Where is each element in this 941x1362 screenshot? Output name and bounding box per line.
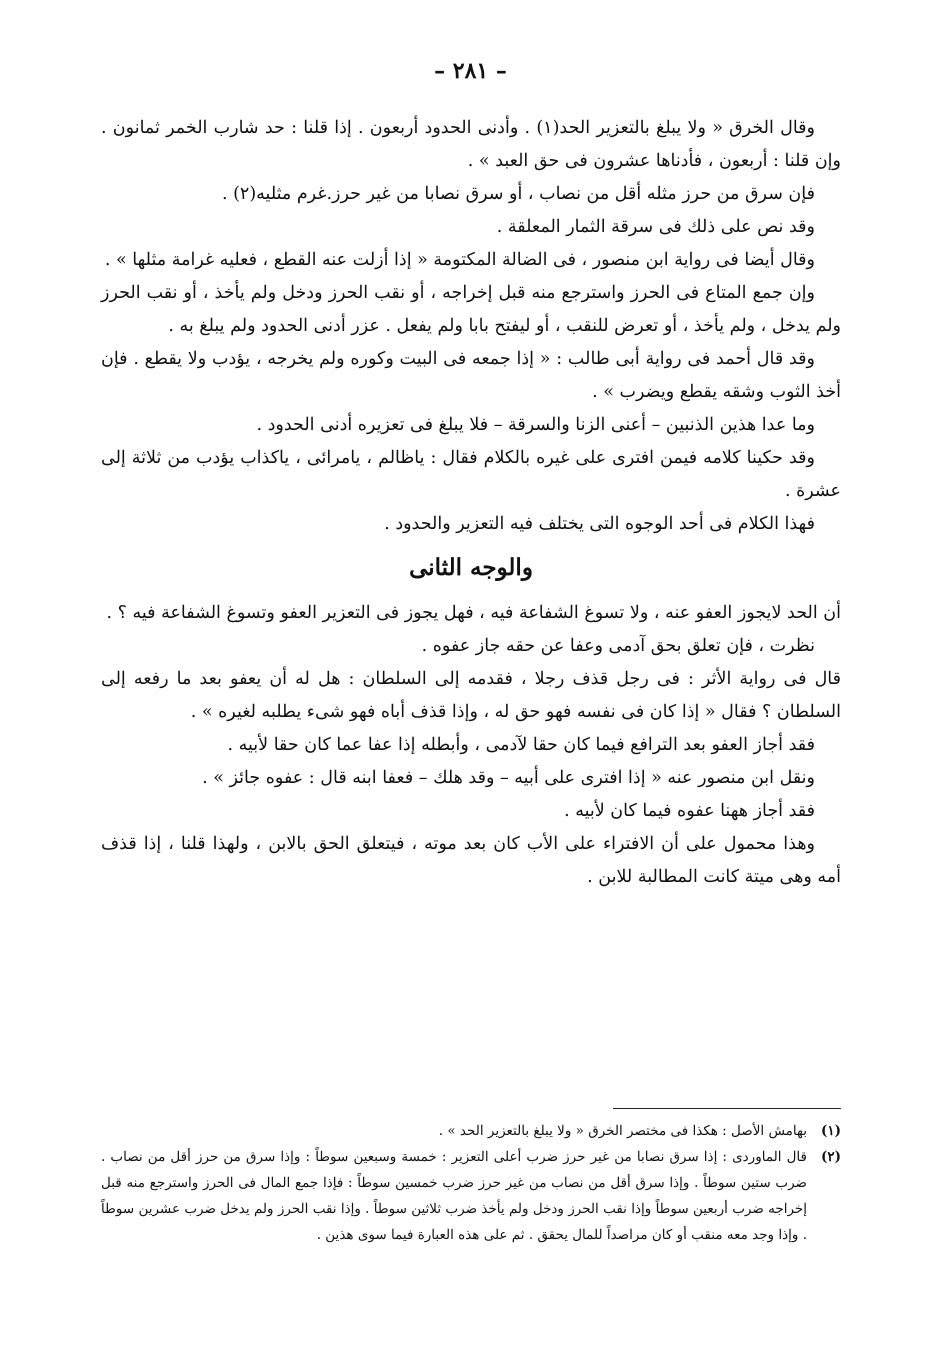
paragraph: وقد نص على ذلك فى سرقة الثمار المعلقة . — [496, 217, 815, 237]
paragraph: وهذا محمول على أن الافتراء على الأب كان بعد موته ، فيتعلق الحق بالابن ، ولهذا قلنا ، إذا قذف أمه وهى ميتة كانت المطالبة للابن . — [101, 834, 841, 887]
footnote-mark: (١) — [820, 1123, 841, 1139]
paragraph: أن الحد لايجوز العفو عنه ، ولا تسوغ الشفاعة فيه ، فهل يجوز فى التعزير العفو وتسوغ الشفاعة فيه ؟ . — [106, 603, 841, 623]
paragraph: وإن جمع المتاع فى الحرز واسترجع منه قبل إخراجه ، أو نقب الحرز ودخل ولم يأخذ ، أو نقب الحرز ولم يدخل ، ولم يأخذ ، أو تعرض للنقب ، أو ليفتح بابا ولم يفعل . عزر أدنى الحدود ولم يبلغ به . — [101, 283, 841, 336]
paragraph: فإن سرق من حرز مثله أقل من نصاب ، أو سرق نصابا من غير حرز.غرم مثليه(٢) . — [221, 184, 815, 204]
footnote-text: بهامش الأصل : هكذا فى مختصر الخرق « ولا يبلغ بالتعزير الحد » . — [438, 1123, 807, 1139]
footnote — [101, 1144, 841, 1248]
paragraph: فقد أجاز ههنا عفوه فيما كان لأبيه . — [564, 801, 815, 821]
main-text — [101, 112, 841, 894]
footnote — [101, 1118, 841, 1144]
footnote-divider — [613, 1108, 841, 1109]
paragraph: نظرت ، فإن تعلق بحق آدمى وعفا عن حقه جاز عفوه . — [421, 636, 815, 656]
paragraph: وما عدا هذين الذنبين – أعنى الزنا والسرقة – فلا يبلغ فى تعزيره أدنى الحدود . — [256, 415, 815, 435]
paragraph: قال فى رواية الأثر : فى رجل قذف رجلا ، فقدمه إلى السلطان : هل له أن يعفو بعد ما رفعه إلى السلطان ؟ فقال « إذا كان فى نفسه فهو حق له ، وإذا قذف أباه فهو شىء يطلبه لغيره » . — [101, 669, 841, 722]
paragraph: وقال الخرق « ولا يبلغ بالتعزير الحد(١) . وأدنى الحدود أربعون . إذا قلنا : حد شارب الخمر ثمانون . وإن قلنا : أربعون ، فأدناها عشرون فى حق العبد » . — [101, 118, 841, 171]
footnote-text: قال الماوردى : إذا سرق نصابا من غير حرز ضرب أعلى التعزير : خمسة وسبعين سوطاً : وإذا سرق من حرز أقل من نصاب . ضرب ستين سوطاً . وإذا سرق أقل من نصاب من غير حرز ضرب خمسين سوطاً : فإذا جمع المال فى الحرز واسترجع منه قبل إخراجه ضرب أربعين سوطاً وإذا نقب الحرز ودخل ولم يأخذ ضرب ثلاثين سوطاً . وإذا نقب الحرز ولم يدخل ضرب عشرين سوطاً . وإذا وجد معه منقب أو كان مراصداً للمال يحقق . ثم على هذه العبارة فيما سوى هذين . — [101, 1149, 807, 1243]
paragraph: وقد قال أحمد فى رواية أبى طالب : « إذا جمعه فى البيت وكوره ولم يخرجه ، يؤدب ولا يقطع . فإن أخذ الثوب وشقه يقطع ويضرب » . — [101, 349, 841, 402]
paragraph: فقد أجاز العفو بعد الترافع فيما كان حقا لآدمى ، وأبطله إذا عفا عما كان حقا لأبيه . — [227, 735, 815, 755]
paragraph: فهذا الكلام فى أحد الوجوه التى يختلف فيه التعزير والحدود . — [384, 514, 815, 534]
footnote-mark: (٢) — [820, 1149, 841, 1165]
section-heading: والوجه الثانى — [409, 554, 533, 581]
paragraph: ونقل ابن منصور عنه « إذا افترى على أبيه – وقد هلك – فعفا ابنه قال : عفوه جائز » . — [202, 768, 815, 788]
page-number: – ٢٨١ – — [434, 58, 507, 84]
footnotes — [101, 1118, 841, 1248]
paragraph: وقد حكينا كلامه فيمن افترى على غيره بالكلام فقال : ياظالم ، يامرائى ، ياكذاب يؤدب من ثلاثة إلى عشرة . — [101, 448, 841, 501]
paragraph: وقال أيضا فى رواية ابن منصور ، فى الضالة المكتومة « إذا أزلت عنه القطع ، فعليه غرامة مثلها » . — [104, 250, 815, 270]
